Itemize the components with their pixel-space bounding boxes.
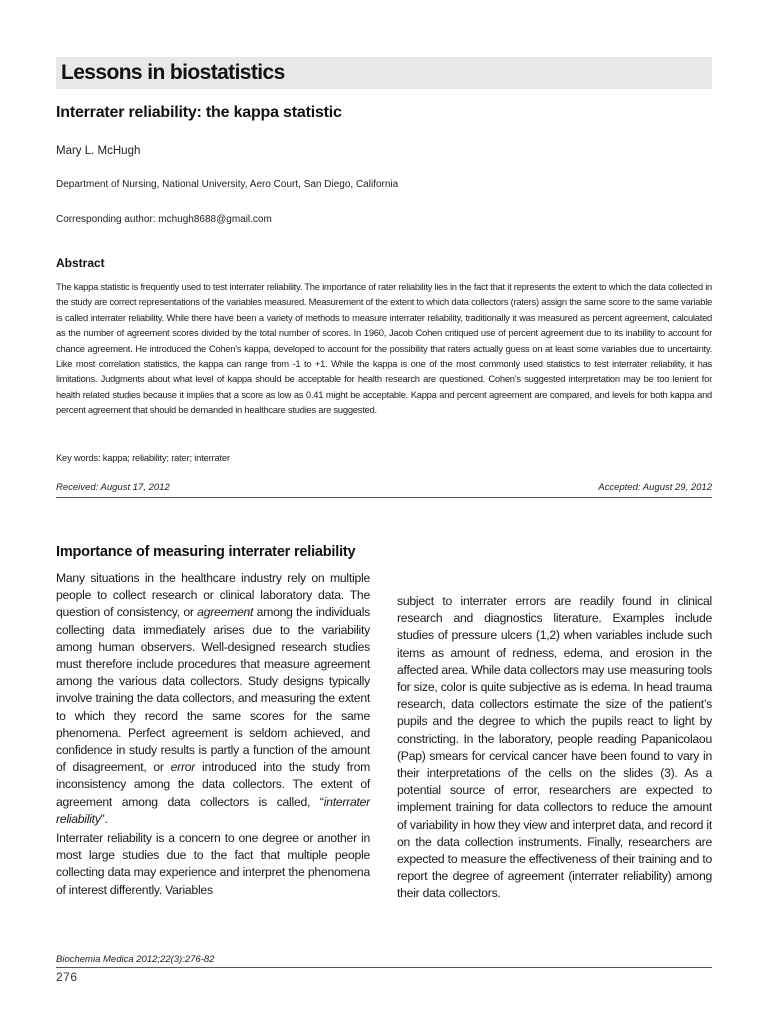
left-column [56, 543, 370, 901]
section-title: Lessons in biostatistics [61, 61, 285, 84]
section-banner [56, 57, 712, 89]
paragraph-1-part-d: ”. [100, 811, 108, 826]
article-title: Interrater reliability: the kappa statistic [56, 104, 342, 121]
footer-rule [56, 967, 712, 968]
emphasis-interrater-reliability: interrater reliability [56, 794, 370, 826]
corresponding-author: Corresponding author: mchugh8688@gmail.com [56, 214, 272, 225]
paragraph-1-part-b: among the individuals collecting data immediately arises due to the variability among human observers. Well-designed research studies must therefore include procedures that measure agreement among the various data collectors. Study designs typically involve training the data collectors, and measuring the extent to which they record the same scores for the same phenomena. Perfect agreement is seldom achieved, and confidence in study results is partly a function of the amount of disagreement, or [56, 605, 370, 775]
paragraph-2: Interrater reliability is a concern to one degree or another in most large studies due to the fact that multiple people collecting data may experience and interpret the phenomena of interest differently. Variables [56, 831, 370, 897]
dates-row [56, 480, 712, 498]
section-heading: Importance of measuring interrater reliability [56, 544, 356, 560]
abstract-heading: Abstract [56, 256, 105, 270]
emphasis-agreement: agreement [197, 605, 254, 620]
paragraph-1 [56, 570, 370, 828]
right-column [397, 593, 712, 905]
accepted-date: Accepted: August 29, 2012 [598, 482, 712, 493]
emphasis-error: error [170, 760, 196, 775]
paragraph-1-part-c: introduced into the study from inconsistency among the data collectors. The extent of agreement among data collectors is called, “ [56, 760, 371, 809]
keywords: Key words: kappa; reliability; rater; interrater [56, 452, 230, 463]
paragraph-3: subject to interrater errors are readily found in clinical research and diagnostics literature. Examples include studies of pressure ulcers (1,2) when variables include such items as amount of redness, edema, and erosion in the affected area. While data collectors may use measuring tools for size, color is quite subjective as is edema. In head trauma research, data collectors estimate the size of the patient’s pupils and the degree to which the pupils react to light by constricting. In the laboratory, people reading Papanicolaou (Pap) smears for cervical cancer have been found to vary in their interpretations of the cells on the slides (3). As a potential source of error, researchers are expected to implement training for data collectors to reduce the amount of variability in how they view and interpret data, and record it on the data collection instruments. Finally, researchers are expected to measure the effectiveness of their training and to report the degree of agreement (interrater reliability) among their data collectors. [397, 594, 712, 901]
page-number: 276 [56, 970, 78, 984]
paragraph-1-part-a: Many situations in the healthcare industry rely on multiple people to collect research or clinical laboratory data. The question of consistency, or [56, 571, 370, 620]
affiliation: Department of Nursing, National University, Aero Court, San Diego, California [56, 179, 399, 190]
received-date: Received: August 17, 2012 [56, 482, 170, 493]
journal-citation: Biochemia Medica 2012;22(3):276-82 [56, 954, 215, 965]
author-name: Mary L. McHugh [56, 145, 141, 157]
abstract-text: The kappa statistic is frequently used to test interrater reliability. The importance of rater reliability lies in the fact that it represents the extent to which the data collected in the study are correct representations of the variables measured. Measurement of the extent to which data collectors (raters) assign the same score to the same variable is called interrater reliability. While there have been a variety of methods to measure interrater reliability, traditionally it was measured as percent agreement, calculated as the number of agreement scores divided by the total number of scores. In 1960, Jacob Cohen critiqued use of percent agreement due to its inability to account for chance agreement. He introduced the Cohen’s kappa, developed to account for the possibility that raters actually guess on at least some variables due to uncertainty. Like most correlation statistics, the kappa can range from -1 to +1. While the kappa is one of the most commonly used statistics to test interrater reliability, it has limitations. Judgments about what level of kappa should be acceptable for health research are questioned. Cohen’s suggested interpretation may be too lenient for health related studies because it implies that a score as low as 0.41 might be acceptable. Kappa and percent agreement are compared, and levels for both kappa and percent agreement that should be demanded in healthcare studies are suggested. [56, 281, 712, 416]
